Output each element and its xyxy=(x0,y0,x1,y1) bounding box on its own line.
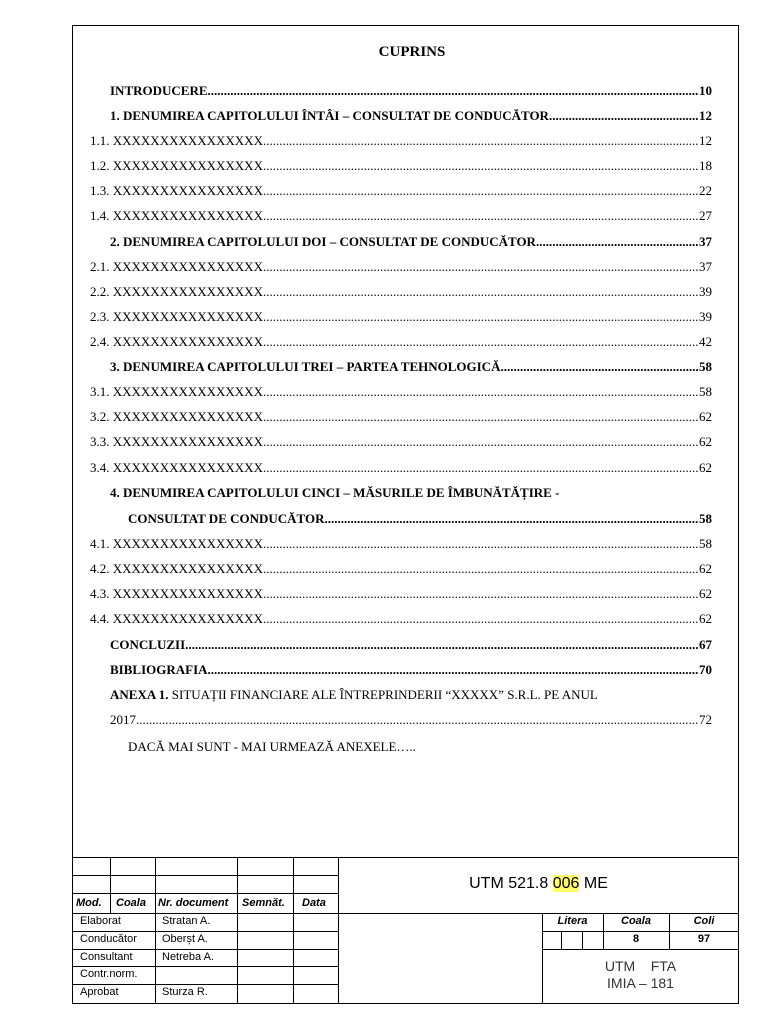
institution-line2: IMIA – 181 xyxy=(607,975,674,991)
toc-entry-page: 37 xyxy=(699,234,712,249)
toc-entry xyxy=(90,610,712,628)
toc-entry-title: CONSULTAT DE CONDUCĂTOR xyxy=(128,511,325,526)
toc-entry xyxy=(90,132,712,150)
toc-entry xyxy=(90,535,712,553)
coala-label: Coala xyxy=(621,915,651,927)
toc-leader-dots xyxy=(263,408,699,426)
toc-leader-dots xyxy=(263,560,699,578)
toc-entry-page: 39 xyxy=(699,284,712,299)
toc-entry xyxy=(110,636,712,654)
toc-leader-dots xyxy=(549,107,699,125)
header-data: Data xyxy=(302,897,326,909)
toc-entry-title: 4.3. XXXXXXXXXXXXXXXX xyxy=(90,586,263,601)
toc-entry-page: 62 xyxy=(699,611,712,626)
toc-entry-page: 70 xyxy=(699,662,712,677)
annex-label: ANEXA 1. xyxy=(110,687,169,702)
toc-leader-dots xyxy=(263,333,699,351)
toc-leader-dots xyxy=(536,233,699,251)
role-elaborat: Elaborat xyxy=(80,915,121,927)
toc-entry-title: 4.2. XXXXXXXXXXXXXXXX xyxy=(90,561,263,576)
toc-entry xyxy=(90,157,712,175)
toc-entry-title: 1.4. XXXXXXXXXXXXXXXX xyxy=(90,208,263,223)
toc-entry-title: CONCLUZII xyxy=(110,637,186,652)
toc-entry xyxy=(110,711,712,729)
toc-entry-page: 58 xyxy=(699,511,712,526)
name-elaborat: Stratan A. xyxy=(162,915,211,927)
chapter-4-title-line1: 4. DENUMIREA CAPITOLULUI CINCI – MĂSURILE DE ÎMBUNĂTĂȚIRE - xyxy=(110,485,560,500)
header-nr-document: Nr. document xyxy=(158,897,229,909)
code-highlight: 006 xyxy=(552,875,580,892)
toc-leader-dots xyxy=(208,82,699,100)
toc-entry xyxy=(110,82,712,100)
toc-entry-title: INTRODUCERE xyxy=(110,83,208,98)
toc-entry-title: 3.1. XXXXXXXXXXXXXXXX xyxy=(90,384,263,399)
toc-leader-dots xyxy=(263,207,699,225)
toc-entry-page: 27 xyxy=(699,208,712,223)
toc-entry xyxy=(90,283,712,301)
toc-leader-dots xyxy=(263,258,699,276)
toc-leader-dots xyxy=(325,510,700,528)
toc-entry-page: 42 xyxy=(699,334,712,349)
toc-entry xyxy=(128,510,712,528)
toc-entry xyxy=(90,207,712,225)
header-semnat: Semnăt. xyxy=(242,897,285,909)
toc-entry-page: 10 xyxy=(699,83,712,98)
toc-entry-title: 2.3. XXXXXXXXXXXXXXXX xyxy=(90,309,263,324)
toc-entry-page: 18 xyxy=(699,158,712,173)
toc-entry-page: 62 xyxy=(699,561,712,576)
toc-entry-title: 1.2. XXXXXXXXXXXXXXXX xyxy=(90,158,263,173)
annex-text: SITUAȚII FINANCIARE ALE ÎNTREPRINDERII “XXXXX” S.R.L. PE ANUL xyxy=(168,687,598,702)
toc-leader-dots xyxy=(263,459,699,477)
toc-leader-dots xyxy=(500,358,699,376)
toc-leader-dots xyxy=(263,132,699,150)
toc-leader-dots xyxy=(136,711,699,729)
code-suffix: ME xyxy=(579,875,608,892)
name-consultant: Netreba A. xyxy=(162,951,214,963)
document-code xyxy=(338,875,739,893)
toc-entry xyxy=(110,358,712,376)
toc-leader-dots xyxy=(208,661,699,679)
toc-entry-title: 1.1. XXXXXXXXXXXXXXXX xyxy=(90,133,263,148)
header-mod: Mod. xyxy=(76,897,102,909)
toc-title: CUPRINS xyxy=(378,44,446,60)
toc-entry-page: 12 xyxy=(699,133,712,148)
header-coala: Coala xyxy=(116,897,146,909)
toc-entry-title: 2.1. XXXXXXXXXXXXXXXX xyxy=(90,259,263,274)
toc-entry-page: 62 xyxy=(699,586,712,601)
toc-entry xyxy=(110,233,712,251)
litera-label: Litera xyxy=(557,915,588,927)
toc-entry-title: 4.4. XXXXXXXXXXXXXXXX xyxy=(90,611,263,626)
toc-entry-title: 3. DENUMIREA CAPITOLULUI TREI – PARTEA TEHNOLOGICĂ xyxy=(110,359,501,374)
coli-label: Coli xyxy=(693,915,715,927)
toc-entry xyxy=(90,333,712,351)
toc-entry-title: 1. DENUMIREA CAPITOLULUI ÎNTÂI – CONSULTAT DE CONDUCĂTOR xyxy=(110,108,549,123)
toc-leader-dots xyxy=(263,157,699,175)
name-aprobat: Sturza R. xyxy=(162,986,208,998)
toc-entry-title: 3.4. XXXXXXXXXXXXXXXX xyxy=(90,460,263,475)
toc-entry-title: 1.3. XXXXXXXXXXXXXXXX xyxy=(90,183,263,198)
toc-entry-title: 2.2. XXXXXXXXXXXXXXXX xyxy=(90,284,263,299)
toc-leader-dots xyxy=(263,182,699,200)
toc-entry xyxy=(90,459,712,477)
toc-entry-title: 2. DENUMIREA CAPITOLULUI DOI – CONSULTAT DE CONDUCĂTOR xyxy=(110,234,536,249)
institution-line1: UTM FTA xyxy=(604,958,677,974)
toc-entry-page: 39 xyxy=(699,309,712,324)
role-consultant: Consultant xyxy=(80,951,133,963)
toc-entry-title: 2017 xyxy=(110,712,136,727)
toc-entry-title: 2.4. XXXXXXXXXXXXXXXX xyxy=(90,334,263,349)
toc-entry xyxy=(90,258,712,276)
toc-entry-page: 62 xyxy=(699,434,712,449)
toc-leader-dots xyxy=(263,308,699,326)
toc-entry xyxy=(90,560,712,578)
toc-leader-dots xyxy=(185,636,699,654)
toc-leader-dots xyxy=(263,433,699,451)
toc-entry xyxy=(90,308,712,326)
annex-1-entry xyxy=(110,686,598,704)
toc-entry xyxy=(90,383,712,401)
toc-entry-title: 4.1. XXXXXXXXXXXXXXXX xyxy=(90,536,263,551)
toc-entry-page: 62 xyxy=(699,409,712,424)
toc-entry xyxy=(110,107,712,125)
toc-entry xyxy=(90,585,712,603)
toc-entry-page: 58 xyxy=(699,359,712,374)
title-block xyxy=(72,857,739,1004)
toc-entry-page: 72 xyxy=(699,712,712,727)
toc-entry-title: 3.2. XXXXXXXXXXXXXXXX xyxy=(90,409,263,424)
role-contr-norm: Contr.norm. xyxy=(80,968,138,980)
toc-entry-page: 22 xyxy=(699,183,712,198)
toc-leader-dots xyxy=(263,610,699,628)
toc-entry-title: 3.3. XXXXXXXXXXXXXXXX xyxy=(90,434,263,449)
toc-leader-dots xyxy=(263,535,699,553)
toc-entry xyxy=(110,661,712,679)
toc-entry-page: 12 xyxy=(699,108,712,123)
code-prefix: UTM 521.8 xyxy=(469,875,553,892)
coli-value: 97 xyxy=(697,933,711,945)
annex-note: DACĂ MAI SUNT - MAI URMEAZĂ ANEXELE….. xyxy=(128,739,416,754)
name-conducator: Oberșt A. xyxy=(162,933,208,945)
toc-entry xyxy=(90,182,712,200)
coala-value: 8 xyxy=(632,933,640,945)
toc-leader-dots xyxy=(263,585,699,603)
toc-entry-title: BIBLIOGRAFIA xyxy=(110,662,208,677)
toc-entry xyxy=(90,408,712,426)
toc-entry-page: 58 xyxy=(699,536,712,551)
toc-leader-dots xyxy=(263,283,699,301)
role-conducator: Conducător xyxy=(80,933,137,945)
toc-entry-page: 58 xyxy=(699,384,712,399)
toc-leader-dots xyxy=(263,383,699,401)
role-aprobat: Aprobat xyxy=(80,986,119,998)
toc-entry-page: 37 xyxy=(699,259,712,274)
toc-entry xyxy=(90,433,712,451)
toc-entry-page: 67 xyxy=(699,637,712,652)
toc-entry-page: 62 xyxy=(699,460,712,475)
